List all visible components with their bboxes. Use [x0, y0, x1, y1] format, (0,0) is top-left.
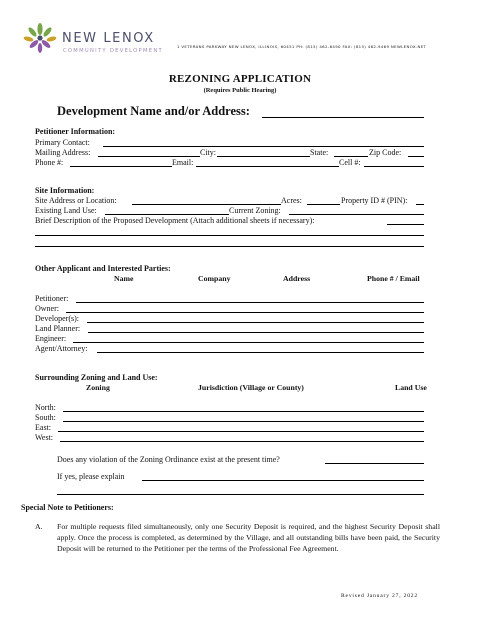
row-developers-field[interactable]: [87, 322, 424, 323]
row-engineer-label: Engineer:: [35, 334, 67, 343]
existing-land-use-field[interactable]: [105, 214, 229, 215]
cell-field[interactable]: [364, 166, 424, 167]
east-field[interactable]: [58, 431, 424, 432]
col-land-use: Land Use: [395, 383, 427, 392]
primary-contact-label: Primary Contact:: [35, 138, 90, 147]
col-jurisdiction: Jurisdiction (Village or County): [198, 383, 304, 392]
village-logo-icon: [23, 22, 57, 56]
row-land-planner-field[interactable]: [88, 332, 424, 333]
acres-label: Acres:: [281, 196, 302, 205]
special-note-marker: A.: [35, 522, 43, 531]
form-title: REZONING APPLICATION: [168, 73, 312, 85]
col-zoning: Zoning: [86, 383, 110, 392]
violation-question: Does any violation of the Zoning Ordinance exist at the present time?: [57, 455, 280, 464]
current-zoning-label: Current Zoning:: [229, 206, 281, 215]
row-owner-label: Owner:: [35, 304, 59, 313]
col-company: Company: [198, 274, 231, 283]
cell-label: Cell #:: [339, 158, 361, 167]
primary-contact-field[interactable]: [103, 146, 424, 147]
city-label: City:: [200, 148, 217, 157]
violation-explain-field[interactable]: [142, 480, 424, 481]
north-field[interactable]: [63, 411, 424, 412]
site-address-field[interactable]: [132, 204, 281, 205]
current-zoning-field[interactable]: [289, 214, 424, 215]
development-name-field[interactable]: [262, 117, 424, 118]
email-label: Email:: [172, 158, 194, 167]
pin-field[interactable]: [416, 204, 424, 205]
east-label: East:: [35, 423, 51, 432]
contact-line: 1 VETERANS PARKWAY NEW LENOX, ILLINOIS, 60451 PH: (815) 462-6490 FAX: (815) 462-9469 NEWLENOX.NET: [177, 44, 427, 49]
brief-description-field[interactable]: [387, 224, 424, 225]
west-label: West:: [35, 433, 54, 442]
row-owner-field[interactable]: [66, 312, 424, 313]
zip-field[interactable]: [408, 156, 424, 157]
zip-label: Zip Code:: [369, 148, 402, 157]
row-developers-label: Developer(s):: [35, 314, 79, 323]
site-address-label: Site Address or Location:: [35, 196, 117, 205]
row-agent-attorney-field[interactable]: [97, 352, 424, 353]
col-address: Address: [283, 274, 311, 283]
email-field[interactable]: [196, 166, 339, 167]
phone-field[interactable]: [70, 166, 172, 167]
phone-label: Phone #:: [35, 158, 64, 167]
form-subtitle: (Requires Public Hearing): [203, 87, 277, 94]
special-note-heading: Special Note to Petitioners:: [21, 503, 114, 512]
col-name: Name: [114, 274, 134, 283]
south-label: South:: [35, 413, 56, 422]
col-phone-email: Phone # / Email: [367, 274, 420, 283]
brief-description-line-3[interactable]: [35, 246, 424, 247]
row-engineer-field[interactable]: [73, 342, 424, 343]
mailing-address-label: Mailing Address:: [35, 148, 91, 157]
violation-explain-label: If yes, please explain: [57, 472, 125, 481]
brief-description-line-2[interactable]: [35, 235, 424, 236]
surrounding-heading: Surrounding Zoning and Land Use:: [35, 373, 158, 382]
violation-answer-field[interactable]: [325, 463, 424, 464]
development-name-label: Development Name and/or Address:: [57, 104, 250, 118]
petitioner-heading: Petitioner Information:: [35, 127, 116, 136]
special-note-text: For multiple requests filed simultaneously, only one Security Deposit is required, and the highest Security Deposit shall apply. Once the process is completed, as determined by the Village, and all outstanding bills have been paid, the Security Deposit will be returned to the Petitioner per the terms of the Professional Fee Agreement.: [57, 522, 440, 554]
acres-field[interactable]: [307, 204, 340, 205]
city-field[interactable]: [217, 156, 310, 157]
org-name: NEW LENOX: [62, 31, 155, 46]
row-agent-attorney-label: Agent/Attorney:: [35, 344, 88, 353]
north-label: North:: [35, 403, 56, 412]
west-field[interactable]: [60, 441, 424, 442]
south-field[interactable]: [63, 421, 424, 422]
mailing-address-field[interactable]: [98, 156, 200, 157]
row-land-planner-label: Land Planner:: [35, 324, 81, 333]
row-petitioner-label: Petitioner:: [35, 294, 69, 303]
brief-description-label: Brief Description of the Proposed Development (Attach additional sheets if necessary):: [35, 216, 315, 225]
state-field[interactable]: [334, 156, 368, 157]
revised-date: Revised January 27, 2022: [341, 593, 418, 599]
site-heading: Site Information:: [35, 186, 95, 195]
other-parties-heading: Other Applicant and Interested Parties:: [35, 264, 171, 273]
row-petitioner-field[interactable]: [76, 302, 424, 303]
existing-land-use-label: Existing Land Use:: [35, 206, 97, 215]
violation-explain-line-2[interactable]: [57, 494, 424, 495]
state-label: State:: [310, 148, 329, 157]
pin-label: Property ID # (PIN):: [341, 196, 408, 205]
org-subtitle: COMMUNITY DEVELOPMENT: [63, 48, 163, 54]
